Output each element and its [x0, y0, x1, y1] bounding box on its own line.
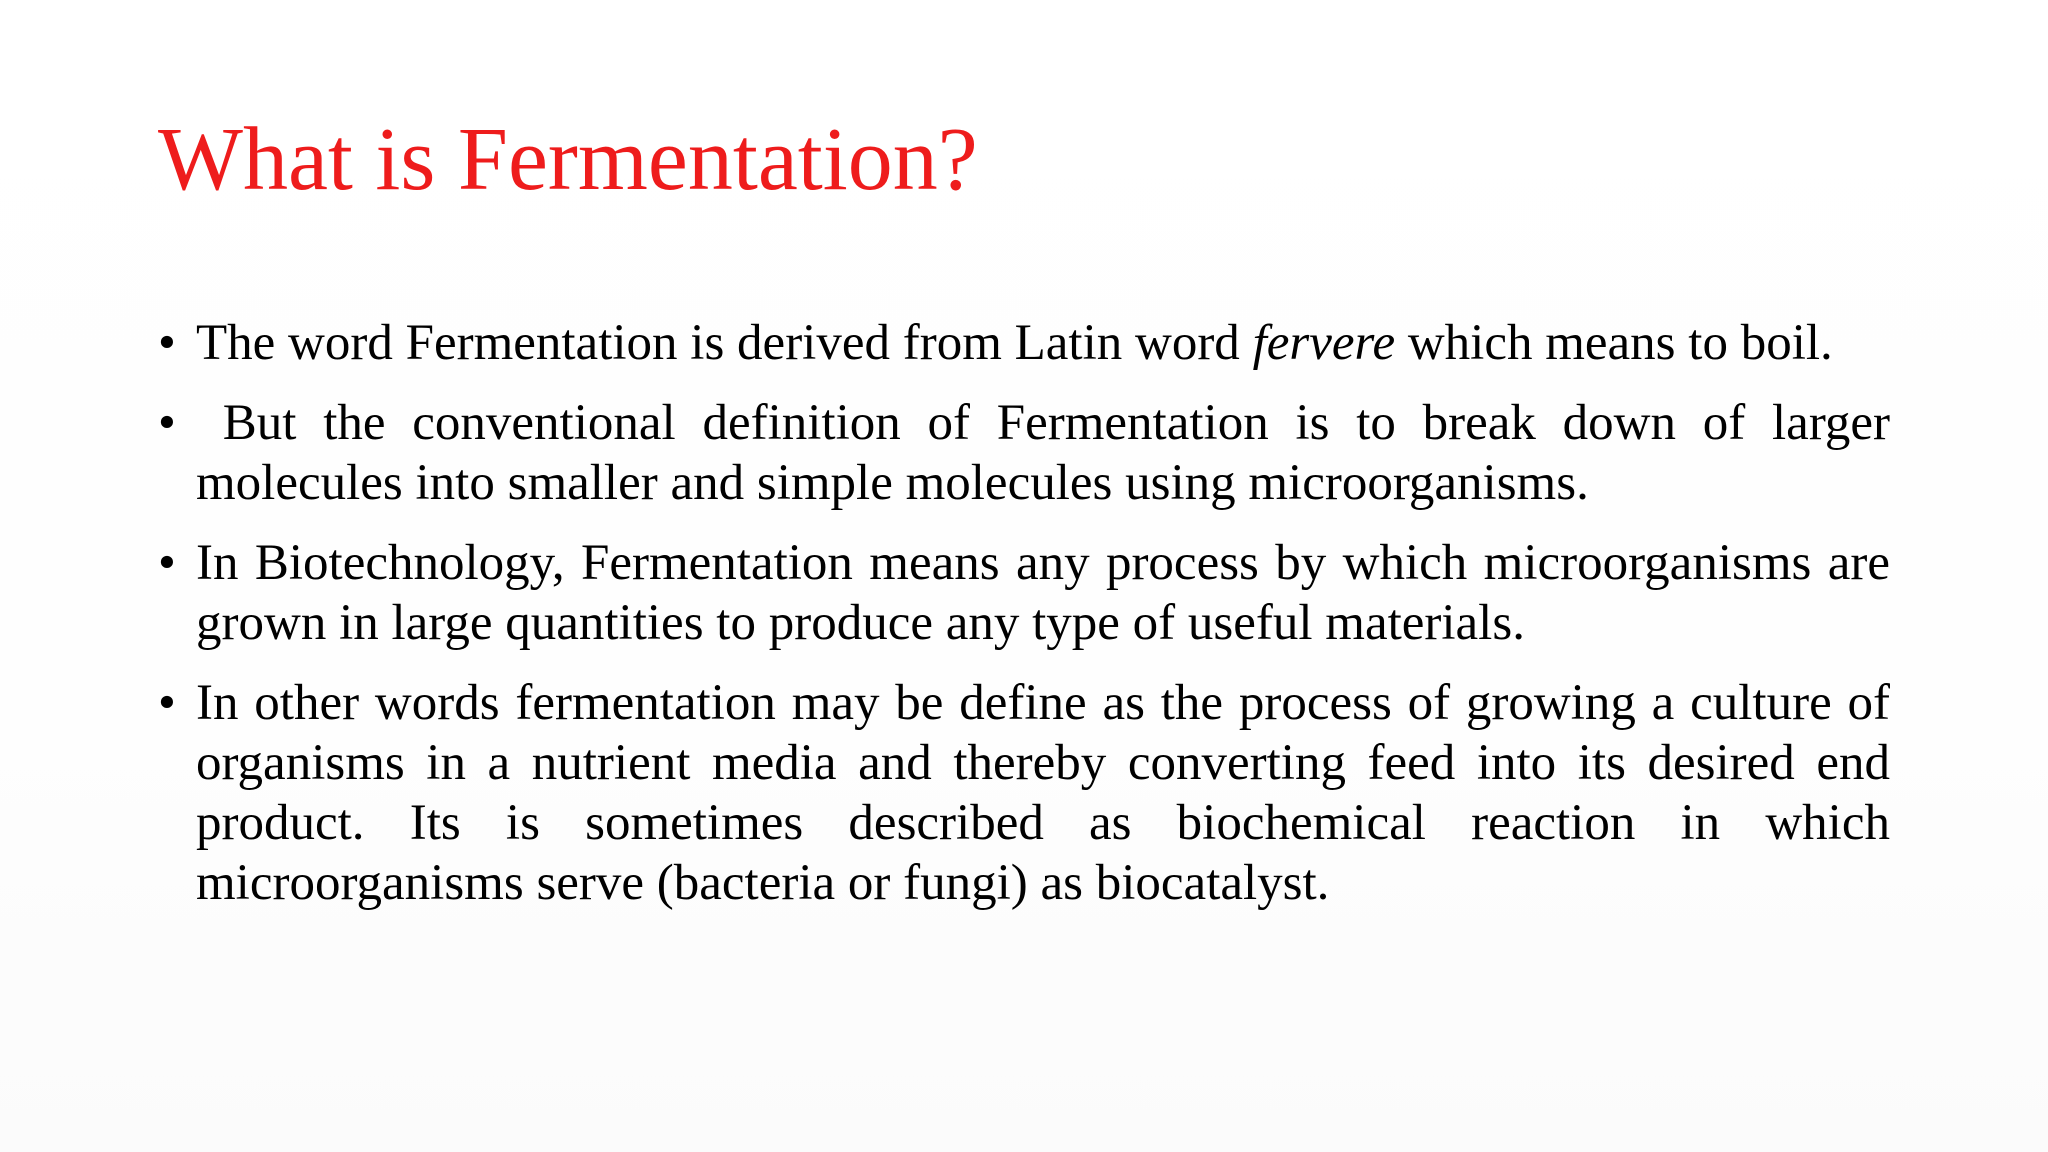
- bullet-dot-icon: •: [158, 535, 176, 591]
- latin-word: fervere: [1252, 315, 1396, 371]
- bullet-1-text-start: The word Fermentation is derived from Latin word: [196, 315, 1253, 371]
- bullet-text-1: [196, 315, 1833, 371]
- bullet-dot-icon: •: [158, 315, 176, 371]
- bullet-item-1: [158, 313, 1890, 373]
- bullet-dot-icon: •: [158, 675, 176, 731]
- bullet-1-text-end: which means to boil.: [1395, 315, 1833, 371]
- slide-title: What is Fermentation?: [158, 110, 978, 209]
- bullet-item-4: [158, 673, 1890, 913]
- bullet-text-4: In other words fermentation may be define as the process of growing a culture of organisms in a nutrient media and thereby converting feed into its desired end product. Its is sometimes described as biochemical reaction in which microorganisms serve (bacteria or fungi) as biocatalyst.: [196, 675, 1890, 911]
- bullet-text-2: But the conventional definition of Fermentation is to break down of larger molecules into smaller and simple molecules using microorganisms.: [196, 395, 1903, 511]
- bullet-item-2: [158, 393, 1903, 513]
- bullet-dot-icon: •: [158, 395, 176, 451]
- bullet-list: [158, 313, 1903, 933]
- bullet-item-3: [158, 533, 1890, 653]
- bullet-text-3: In Biotechnology, Fermentation means any process by which microorganisms are grown in large quantities to produce any type of useful materials.: [196, 535, 1890, 651]
